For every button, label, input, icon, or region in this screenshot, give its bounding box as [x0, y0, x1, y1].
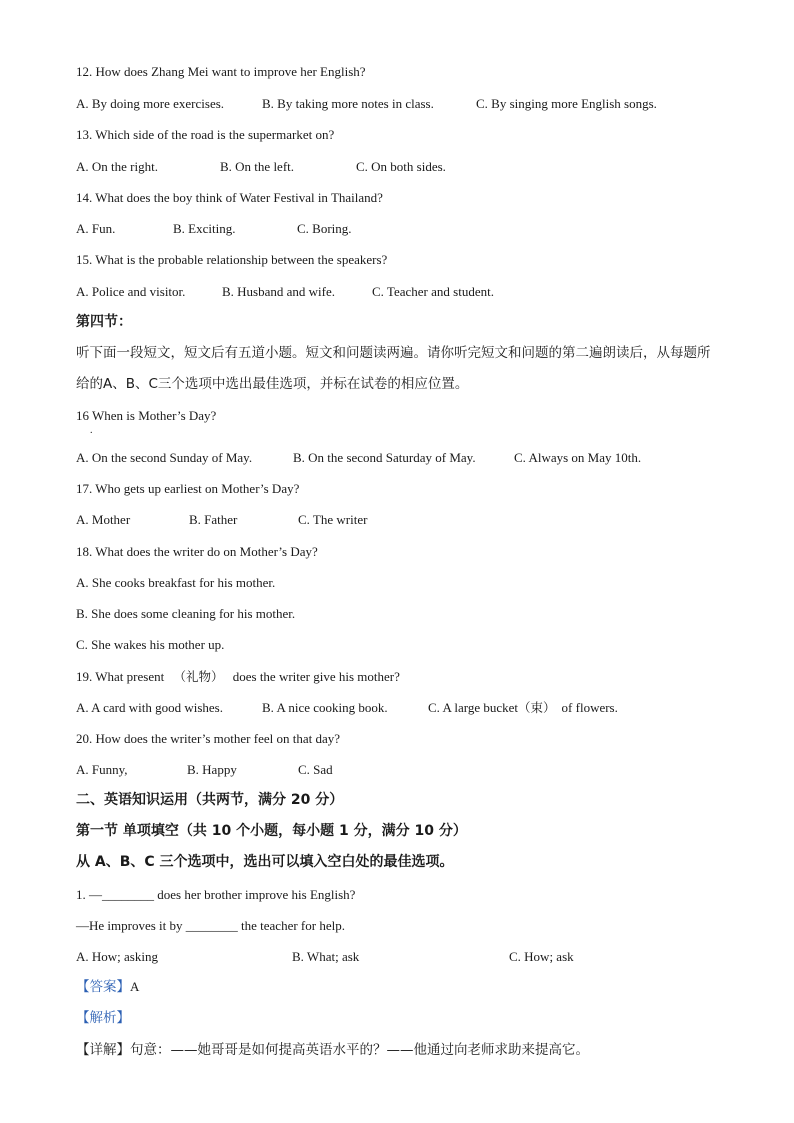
- q18-option-c: C. She wakes his mother up.: [76, 637, 225, 652]
- question-12: 12. How does Zhang Mei want to improve her English?: [76, 64, 366, 79]
- question-17: 17. Who gets up earliest on Mother’s Day?: [76, 481, 300, 496]
- answer-label: 【答案】: [76, 979, 130, 995]
- answer-value: A: [130, 979, 140, 994]
- q14-option-a: A. Fun.: [76, 221, 116, 236]
- q19-question-cn: （礼物）: [173, 669, 224, 684]
- q19-option-c: [428, 699, 618, 717]
- q19-option-c-end: of flowers.: [561, 700, 618, 715]
- q19-option-a: A. A card with good wishes.: [76, 700, 223, 715]
- q14-option-b: B. Exciting.: [173, 221, 236, 236]
- question-15: 15. What is the probable relationship between the speakers?: [76, 252, 388, 267]
- q19-question-start: 19. What present: [76, 669, 165, 684]
- q20-option-a: A. Funny,: [76, 762, 128, 777]
- q20-option-c: C. Sad: [298, 762, 333, 777]
- section-4-heading: 第四节：: [76, 314, 132, 330]
- q13-option-b: B. On the left.: [220, 159, 295, 174]
- detail-label: 【详解】: [76, 1042, 130, 1058]
- mc1-option-b: B. What; ask: [292, 949, 360, 964]
- q19-option-b: B. A nice cooking book.: [262, 700, 388, 715]
- q17-option-c: C. The writer: [298, 512, 368, 527]
- detail-text: 句意：——她哥哥是如何提高英语水平的？——他通过向老师求助来提高它。: [130, 1042, 589, 1058]
- section-4-instructions: 听下面一段短文，短文后有五道小题。短文和问题读两遍。请你听完短文和问题的第二遍朗读后，从每题所给的A、B、C三个选项中选出最佳选项，并标在试卷的相应位置。: [76, 345, 711, 392]
- q16-option-b: B. On the second Saturday of May.: [293, 450, 476, 465]
- q13-option-c: C. On both sides.: [356, 159, 446, 174]
- analysis-line: [76, 1009, 130, 1027]
- q19-question-end: does the writer give his mother?: [232, 669, 400, 684]
- q18-option-a: A. She cooks breakfast for his mother.: [76, 575, 276, 590]
- mc1-option-c: C. How; ask: [509, 949, 574, 964]
- question-20: 20. How does the writer’s mother feel on that day?: [76, 731, 341, 746]
- q15-option-a: A. Police and visitor.: [76, 284, 186, 299]
- q16-option-a: A. On the second Sunday of May.: [76, 450, 253, 465]
- mc1-line-1: 1. —________ does her brother improve his English?: [76, 887, 356, 902]
- stray-dot: .: [90, 425, 93, 436]
- q12-option-a: A. By doing more exercises.: [76, 96, 225, 111]
- part-2-heading: 二、英语知识运用（共两节，满分 20 分）: [76, 792, 344, 808]
- q17-option-b: B. Father: [189, 512, 238, 527]
- question-19: [76, 668, 400, 686]
- q18-option-b: B. She does some cleaning for his mother.: [76, 606, 296, 621]
- q19-option-c-start: C. A large bucket: [428, 700, 519, 715]
- question-18: 18. What does the writer do on Mother’s Day?: [76, 544, 318, 559]
- mc1-line-2: —He improves it by ________ the teacher for help.: [76, 918, 345, 933]
- q12-option-c: C. By singing more English songs.: [476, 96, 657, 111]
- q13-option-a: A. On the right.: [76, 159, 158, 174]
- q19-option-c-cn: （束）: [518, 700, 556, 715]
- detail-line: [76, 1041, 589, 1059]
- question-14: 14. What does the boy think of Water Festival in Thailand?: [76, 190, 383, 205]
- part-2-section-1-heading: 第一节 单项填空（共 10 个小题，每小题 1 分，满分 10 分）: [76, 823, 467, 839]
- question-13: 13. Which side of the road is the supermarket on?: [76, 127, 335, 142]
- answer-line: [76, 978, 139, 996]
- q14-option-c: C. Boring.: [297, 221, 352, 236]
- part-2-instructions: 从 A、B、C 三个选项中，选出可以填入空白处的最佳选项。: [76, 854, 454, 870]
- q12-option-b: B. By taking more notes in class.: [262, 96, 434, 111]
- question-16: 16 When is Mother’s Day?: [76, 408, 217, 423]
- mc1-option-a: A. How; asking: [76, 949, 158, 964]
- q17-option-a: A. Mother: [76, 512, 131, 527]
- q20-option-b: B. Happy: [187, 762, 237, 777]
- q15-option-b: B. Husband and wife.: [222, 284, 336, 299]
- q16-option-c: C. Always on May 10th.: [514, 450, 642, 465]
- q15-option-c: C. Teacher and student.: [372, 284, 494, 299]
- analysis-label: 【解析】: [76, 1010, 130, 1026]
